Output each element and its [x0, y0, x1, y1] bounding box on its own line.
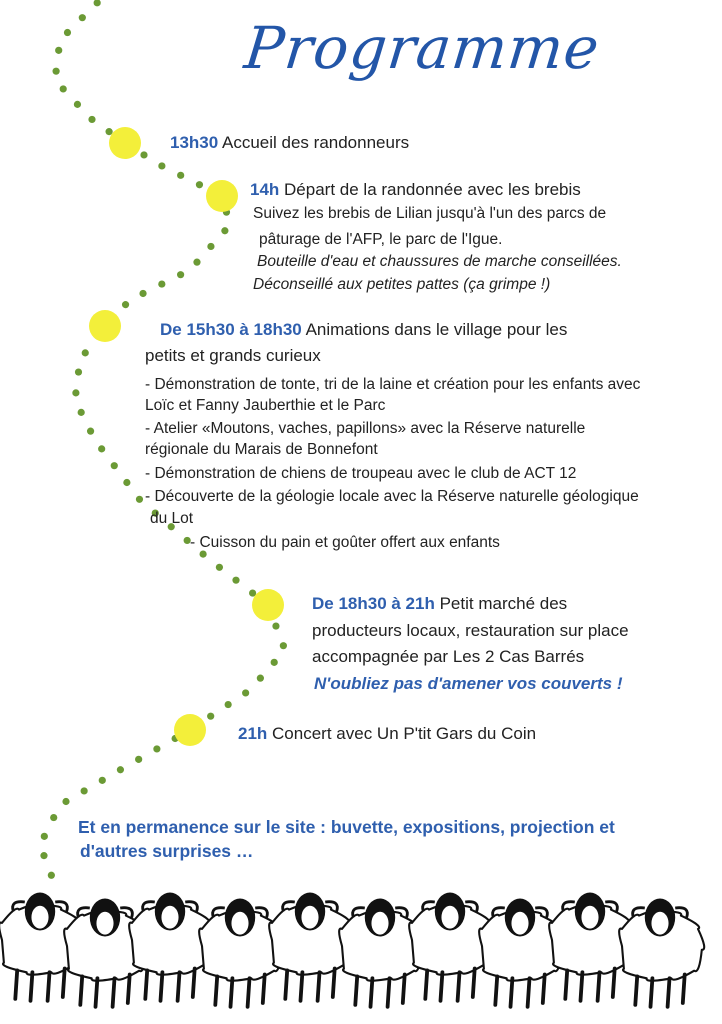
trail-dot	[94, 0, 101, 6]
trail-dot	[135, 756, 142, 763]
sun-marker	[174, 714, 206, 746]
permanent-info	[78, 815, 615, 863]
trail-dot	[271, 659, 278, 666]
trail-dot	[74, 101, 81, 108]
trail-dot	[207, 713, 214, 720]
sheep-drawing	[199, 899, 284, 1007]
permanent-line: d'autres surprises …	[80, 841, 254, 861]
trail-dot	[79, 14, 86, 21]
trail-dot	[193, 259, 200, 266]
trail-dot	[48, 872, 55, 879]
trail-dot	[40, 852, 47, 859]
trail-dot	[280, 642, 287, 649]
event-time: 13h30	[170, 133, 219, 152]
trail-dot	[257, 675, 264, 682]
trail-dot	[41, 833, 48, 840]
sun-marker	[89, 310, 121, 342]
trail-dot	[177, 172, 184, 179]
trail-dot	[88, 116, 95, 123]
event-marche	[312, 592, 567, 615]
trail-dot	[232, 577, 239, 584]
trail-dot	[139, 290, 146, 297]
event-detail: pâturage de l'AFP, le parc de l'Igue.	[259, 231, 503, 248]
permanent-line: Et en permanence sur le site : buvette, expositions, projection et	[78, 817, 615, 837]
sun-marker	[252, 589, 284, 621]
trail-dot	[50, 814, 57, 821]
event-detail: - Démonstration de chiens de troupeau avec le club de ACT 12	[145, 465, 577, 482]
trail-dot	[177, 271, 184, 278]
event-line: accompagnée par Les 2 Cas Barrés	[312, 647, 585, 666]
trail-dot	[225, 701, 232, 708]
sheep-drawing	[479, 899, 564, 1007]
event-title: Animations dans le village pour les	[305, 320, 568, 339]
event-title: Départ de la randonnée avec les brebis	[284, 180, 581, 199]
trail-dot	[123, 479, 130, 486]
event-detail: - Atelier «Moutons, vaches, papillons» avec la Réserve naturelle	[145, 420, 586, 437]
trail-dot	[242, 689, 249, 696]
trail-dot	[55, 47, 62, 54]
event-title-cont: petits et grands curieux	[145, 346, 321, 365]
trail-dot	[98, 445, 105, 452]
trail-dot	[221, 227, 228, 234]
trail-dot	[136, 496, 143, 503]
page-title: Programme	[241, 14, 604, 82]
event-detail: - Découverte de la géologie locale avec la Réserve naturelle géologique	[145, 488, 639, 505]
trail-dot	[78, 409, 85, 416]
trail-dot	[72, 389, 79, 396]
trail-dot	[140, 151, 147, 158]
sheep-drawing	[339, 899, 424, 1007]
event-title: Concert avec Un P'tit Gars du Coin	[272, 724, 537, 743]
event-line: producteurs locaux, restauration sur place	[312, 621, 629, 640]
trail-dot	[87, 428, 94, 435]
event-note: N'oubliez pas d'amener vos couverts !	[314, 674, 623, 693]
trail-dot	[53, 68, 60, 75]
trail-dot	[62, 798, 69, 805]
trail-dot	[272, 622, 279, 629]
event-time: 14h	[250, 180, 280, 199]
trail-dot	[196, 181, 203, 188]
event-randonnee	[250, 178, 581, 201]
trail-dot	[81, 787, 88, 794]
event-accueil	[170, 131, 409, 154]
event-animations	[160, 318, 567, 341]
event-note: Déconseillé aux petites pattes (ça grimpe !)	[253, 276, 551, 293]
event-time: De 15h30 à 18h30	[160, 320, 302, 339]
event-title: Accueil des randonneurs	[222, 133, 410, 152]
trail-dot	[64, 29, 71, 36]
sun-marker	[109, 127, 141, 159]
trail-dot	[158, 280, 165, 287]
event-detail: du Lot	[150, 510, 194, 527]
trail-dot	[111, 462, 118, 469]
trail-dot	[82, 349, 89, 356]
trail-dot	[99, 777, 106, 784]
trail-dot	[207, 243, 214, 250]
trail-dot	[117, 766, 124, 773]
event-detail: Loïc et Fanny Jauberthie et le Parc	[145, 397, 386, 414]
trail-dot	[105, 128, 112, 135]
trail-dot	[122, 301, 129, 308]
trail-dot	[75, 368, 82, 375]
sun-marker	[206, 180, 238, 212]
sheep-drawing	[619, 899, 704, 1007]
event-detail: - Démonstration de tonte, tri de la laine et création pour les enfants avec	[145, 376, 641, 393]
event-time: 21h	[238, 724, 268, 743]
event-note: Bouteille d'eau et chaussures de marche conseillées.	[257, 253, 622, 270]
trail-dot	[158, 162, 165, 169]
event-detail: régionale du Marais de Bonnefont	[145, 441, 378, 458]
event-detail: Suivez les brebis de Lilian jusqu'à l'un des parcs de	[253, 205, 607, 222]
event-time: De 18h30 à 21h	[312, 594, 435, 613]
trail-dot	[60, 85, 67, 92]
trail-dot	[216, 564, 223, 571]
sheep-illustration	[0, 880, 722, 1024]
event-title: Petit marché des	[439, 594, 568, 613]
event-detail: - Cuisson du pain et goûter offert aux enfants	[190, 534, 500, 551]
trail-dot	[153, 745, 160, 752]
event-concert	[238, 722, 536, 745]
